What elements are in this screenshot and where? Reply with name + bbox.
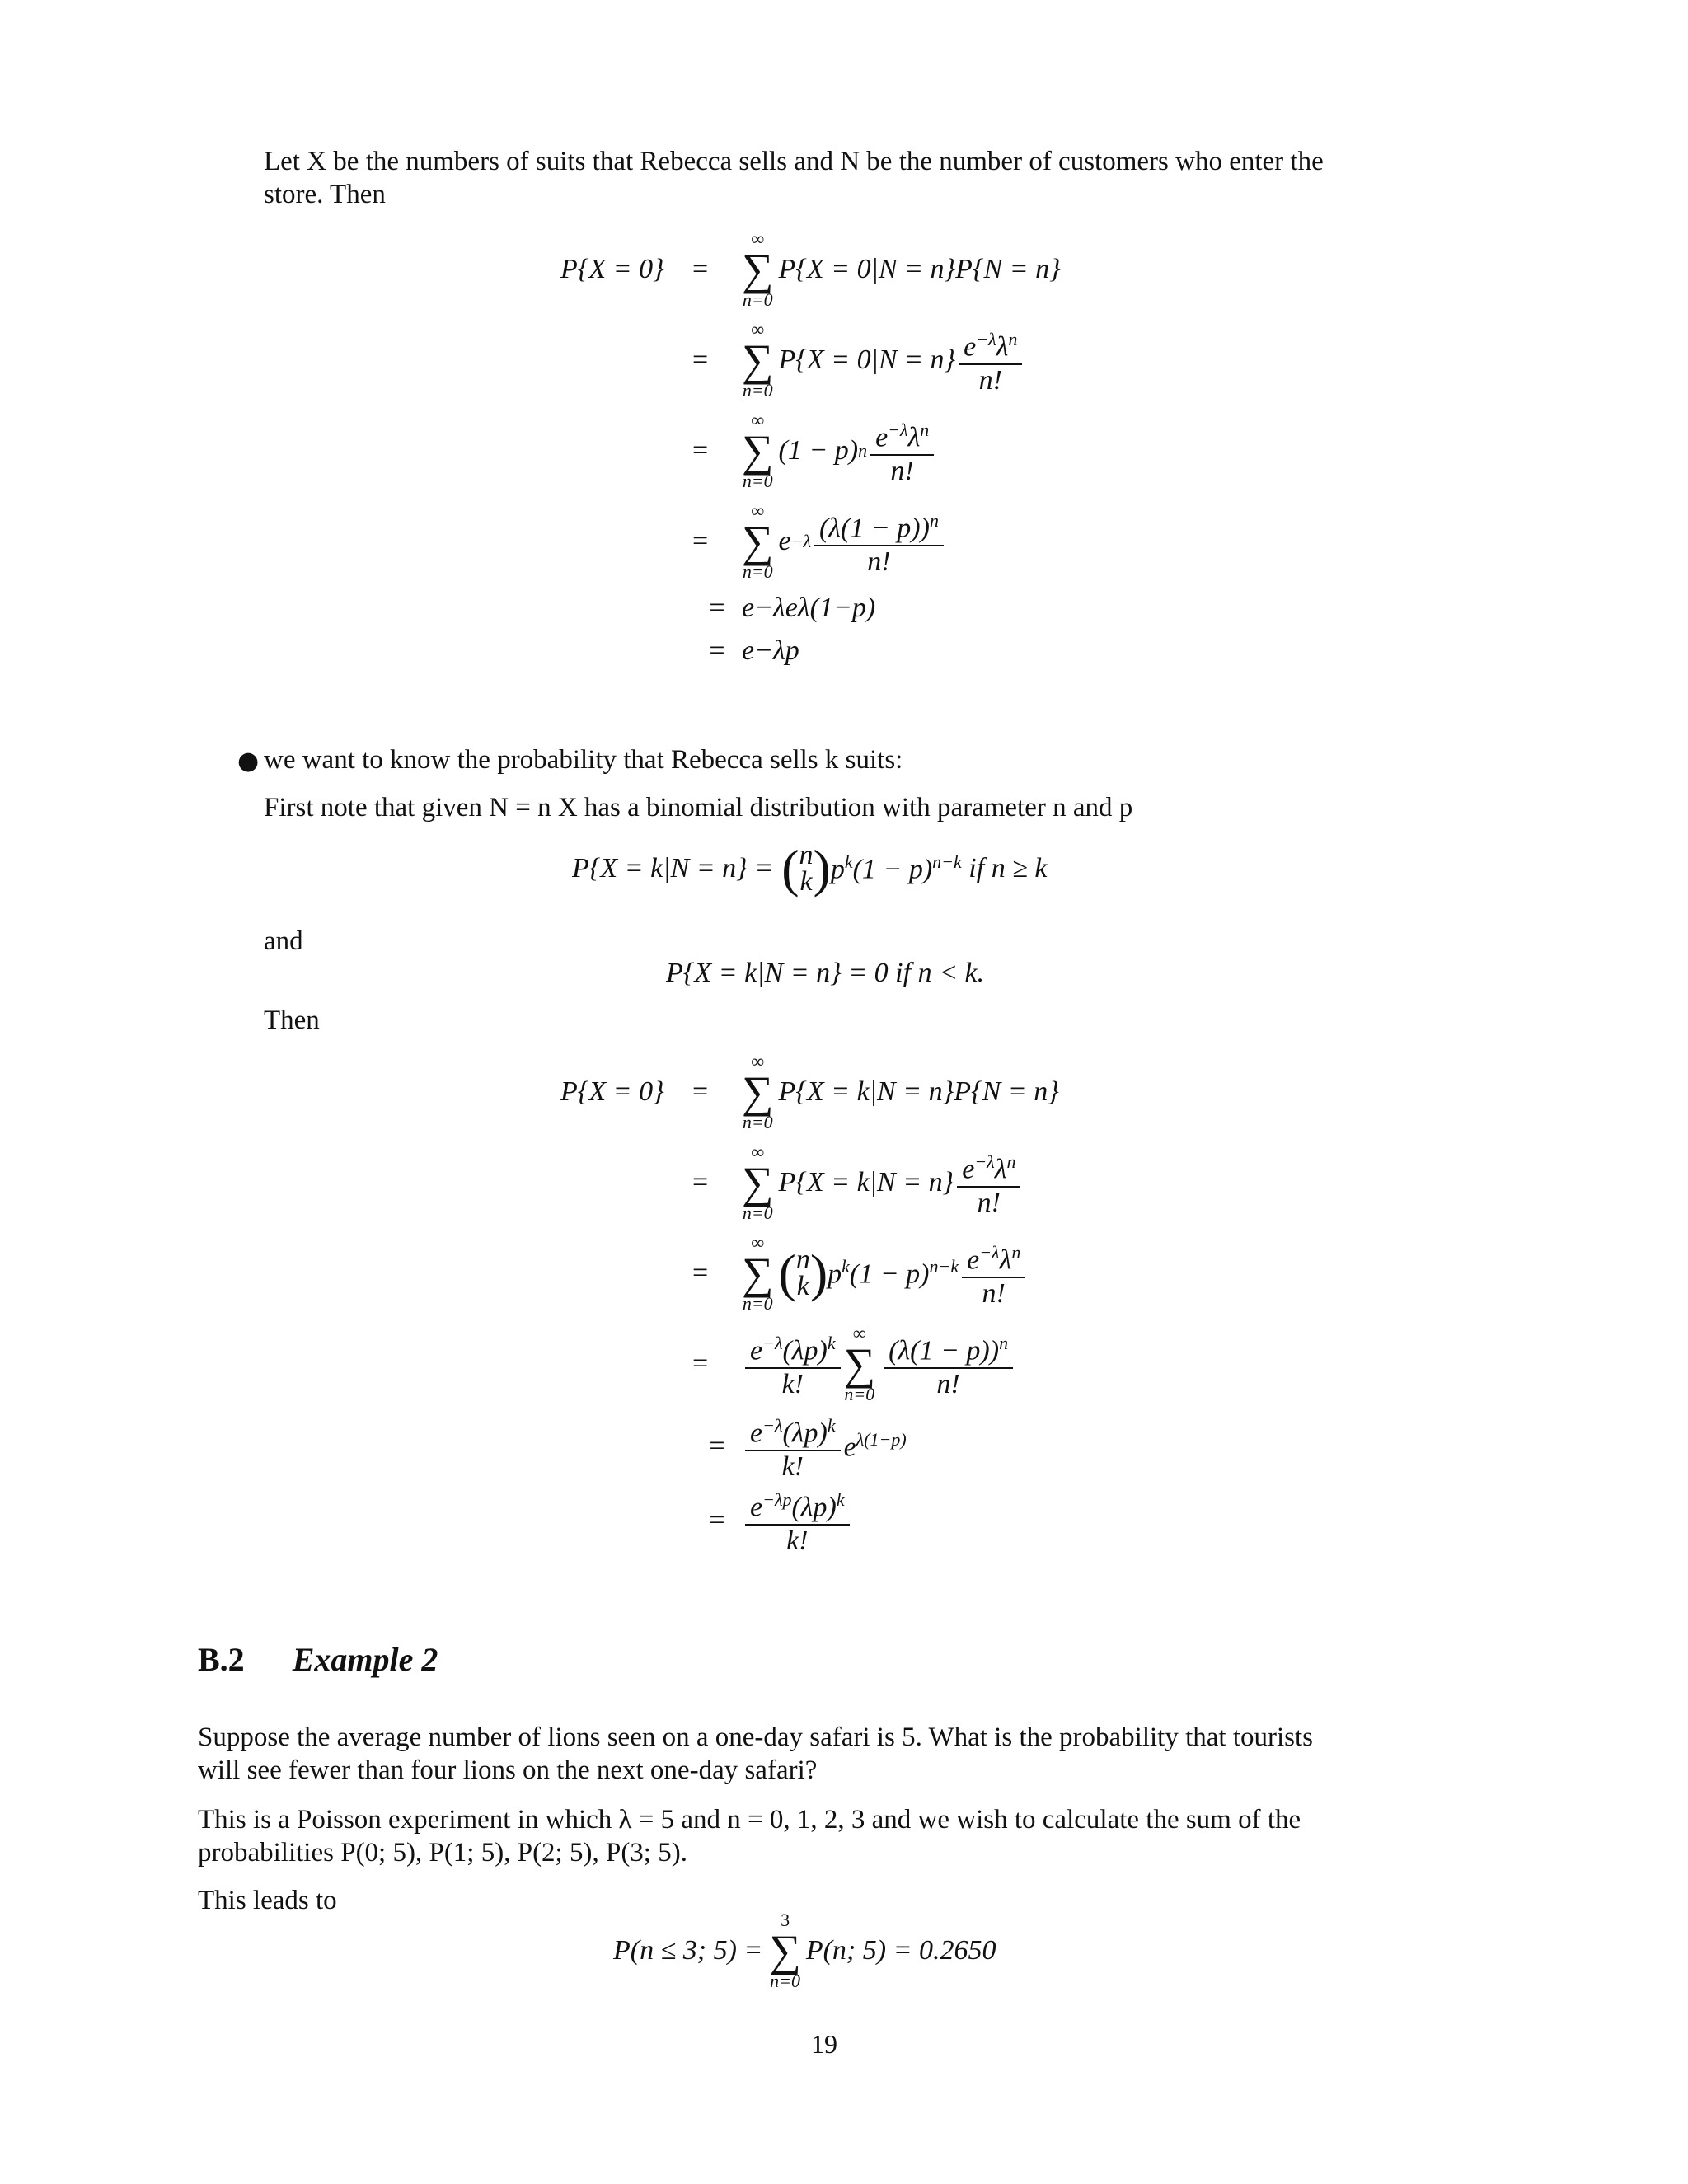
fraction: $\frac{e^{-\lambda}\lambda^n}{n!}$ [957,1146,1020,1218]
fraction: $\frac{(\lambda(1 - p))^n}{n!}$ [884,1328,1013,1399]
derivation-1-row-2: P{X = 0|N = n} [778,344,956,375]
summation-symbol: 3 ∑ n=0 [769,1910,801,1991]
final-lhs: P(n ≤ 3; 5) = [613,1935,763,1966]
derivation-1-lhs: P{X = 0} [560,254,664,284]
zero-equation: P{X = k|N = n} = 0 if n < k. [666,958,985,988]
para-3: This leads to [198,1886,337,1915]
fraction: $\frac{(\lambda(1 - p))^n}{n!}$ [814,505,944,577]
summation-symbol: ∞ ∑ n=0 [742,1051,774,1132]
fraction: $\frac{e^{-\lambda}(\lambda p)^k}{k!}$ [745,1328,841,1399]
derivation-1-row-5: e−λeλ(1−p) [742,593,876,623]
summation-symbol: ∞ ∑ n=0 [742,500,774,582]
para-1-line-1: Suppose the average number of lions seen on a one-day safari is 5. What is the probability that tourists [198,1722,1313,1752]
binomial-condition: if n ≥ k [968,853,1048,883]
binomial-lhs: P{X = k|N = n} = [572,853,774,883]
fraction: $\frac{e^{-\lambda p}(\lambda p)^k}{k!}$ [745,1484,850,1556]
para-1-line-2: will see fewer than four lions on the next one-day safari? [198,1755,818,1785]
fraction: $\frac{e^{-\lambda}\lambda^n}{n!}$ [870,415,934,486]
derivation-1-row-6: e−λp [742,635,799,666]
summation-symbol: ∞ ∑ n=0 [742,1232,774,1314]
section-number: B.2 [198,1641,245,1678]
summation-symbol: ∞ ∑ n=0 [843,1323,876,1404]
then-label: Then [264,1005,320,1035]
summation-symbol: ∞ ∑ n=0 [742,319,774,401]
fraction: $\frac{e^{-\lambda}(\lambda p)^k}{k!}$ [745,1410,841,1482]
summation-symbol: ∞ ∑ n=0 [742,1141,774,1223]
section-title: Example 2 [292,1641,438,1678]
bullet-icon: ● [237,747,260,776]
summation-symbol: ∞ ∑ n=0 [742,410,774,491]
intro-line-2: store. Then [264,180,386,209]
first-note: First note that given N = n X has a binomial distribution with parameter n and p [264,793,1133,823]
fraction: $\frac{e^{-\lambda}\lambda^n}{n!}$ [962,1237,1025,1309]
derivation-2-lhs: P{X = 0} [560,1076,664,1107]
para-2-line-2: probabilities P(0; 5), P(1; 5), P(2; 5), P(3; 5). [198,1838,687,1868]
derivation-1-row-3: (1 − p) [778,435,859,466]
binomial-equation: P{X = k|N = n} = ( n k ) $p^k(1 - p)^{n-k}$ if n ≥ k [572,839,1048,898]
para-2-line-1: This is a Poisson experiment in which λ = 5 and n = 0, 1, 2, 3 and we wish to calculate the sum of the [198,1805,1301,1835]
final-equation [613,1910,996,1991]
summation-symbol: ∞ ∑ n=0 [742,228,774,310]
derivation-1-row-1: P{X = 0|N = n}P{N = n} [778,254,1061,284]
final-rhs: P(n; 5) = 0.2650 [805,1935,996,1966]
derivation-2-row-2: P{X = k|N = n} [778,1167,954,1197]
section-heading [198,1640,438,1679]
fraction: $\frac{e^{-\lambda}\lambda^n}{n!}$ [959,324,1022,396]
and-label: and [264,926,303,956]
derivation-1-row-4: e [778,526,791,556]
derivation-2-row-1: P{X = k|N = n}P{N = n} [778,1076,1059,1107]
page-number: 19 [811,2029,837,2059]
intro-line-1: Let X be the numbers of suits that Rebecca sells and N be the number of customers who enter the [264,147,1324,176]
bullet-text: we want to know the probability that Rebecca sells k suits: [264,745,903,775]
